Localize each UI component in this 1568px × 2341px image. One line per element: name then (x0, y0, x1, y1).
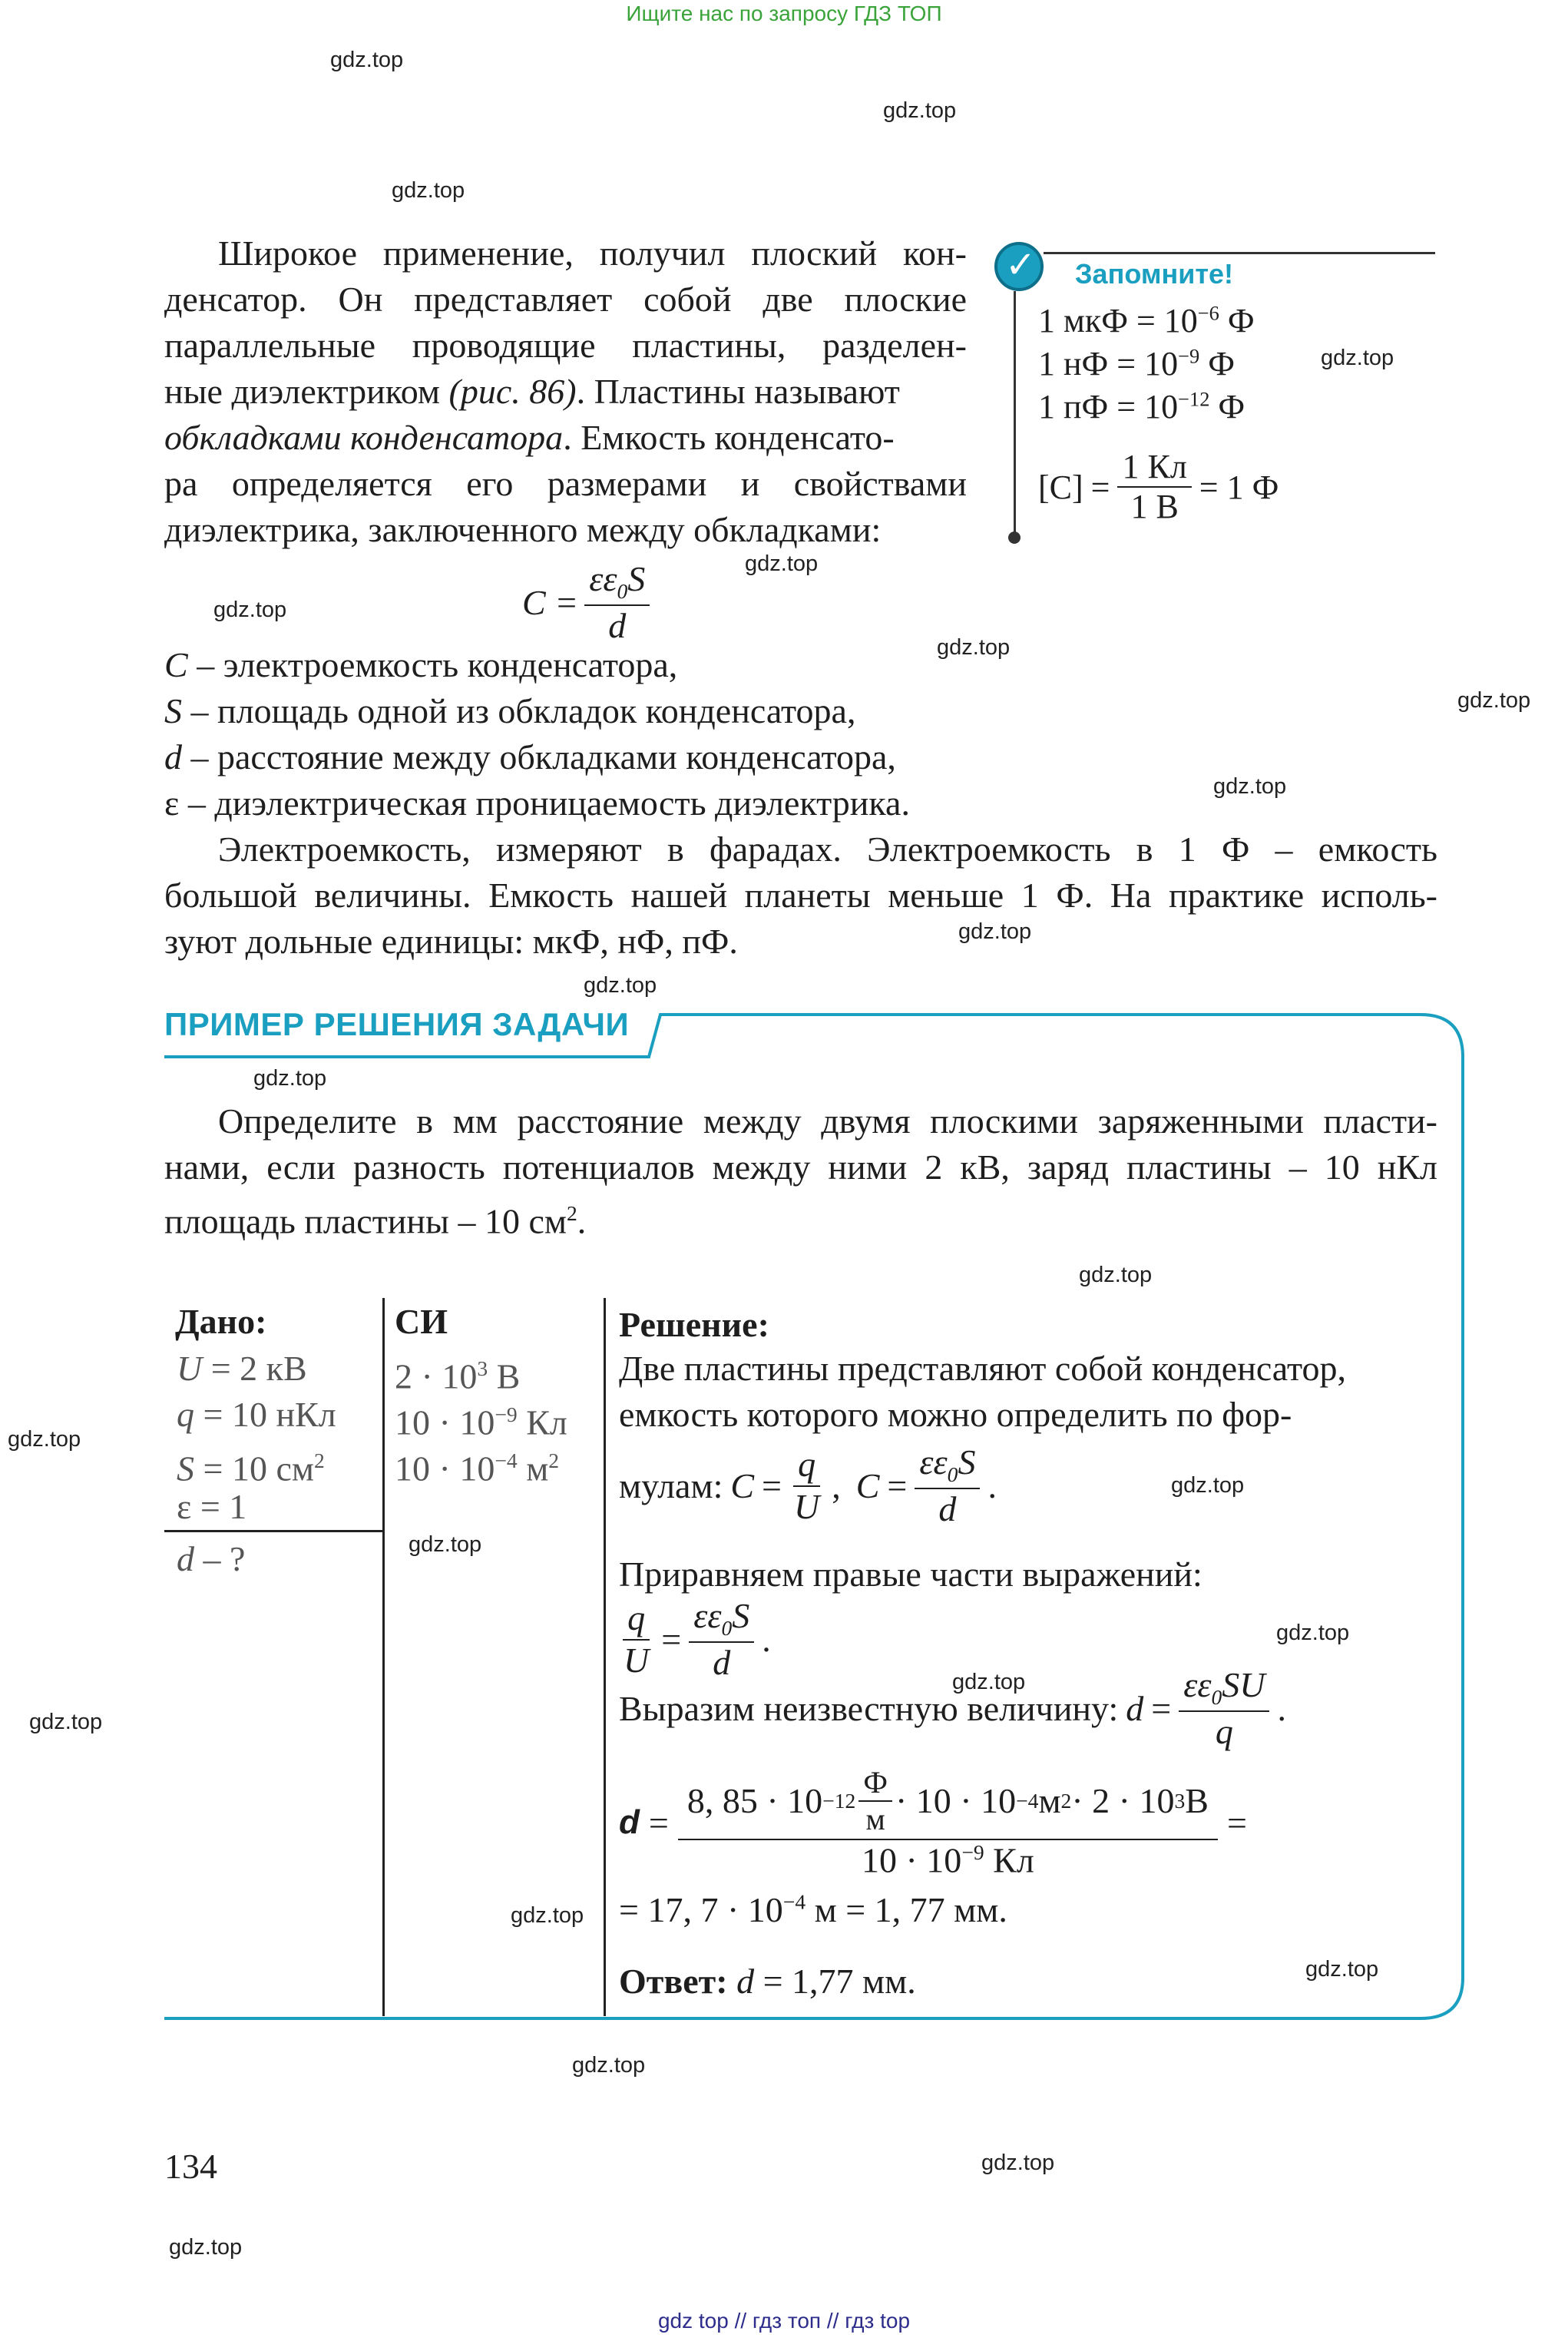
equated-formula: $\frac{q}{U}$ = $\frac{\varepsilon\varepsilon_0S}{d}$ . (624, 1596, 771, 1683)
calc-number: 8, 85 · 10 (686, 1780, 823, 1820)
figure-reference: (рис. 86) (448, 372, 577, 411)
calc-exponent: −12 (822, 1788, 856, 1813)
watermark: gdz.top (213, 598, 287, 622)
units-line: зуют дольные единицы: мкФ, нФ, пФ. (164, 922, 738, 961)
calc-exponent: 2 (1060, 1788, 1072, 1813)
remember-text: Ф (1209, 388, 1245, 425)
remember-text: Ф (1199, 345, 1235, 382)
si-unit: В (488, 1356, 521, 1396)
example-title: ПРИМЕР РЕШЕНИЯ ЗАДАЧИ (164, 1006, 630, 1042)
formula-subscript: 0 (617, 579, 628, 604)
si-item (395, 1438, 559, 1492)
watermark: gdz.top (1079, 1263, 1153, 1287)
legend-symbol: d (164, 737, 182, 776)
legend-symbol: ε (164, 783, 180, 823)
given-symbol: U (177, 1349, 203, 1388)
watermark: gdz.top (745, 551, 819, 576)
watermark: gdz.top (1171, 1473, 1245, 1498)
problem-line: нами, если разность потенциалов между ними 2 кВ, заряд пластины – 10 нКл (164, 1147, 1437, 1187)
answer-label: Ответ: (619, 1962, 728, 2001)
remember-text: 1 мкФ = 10 (1038, 302, 1198, 339)
problem-text: площадь пластины – 10 см (164, 1201, 567, 1241)
calc-number: · 2 · 10 (1071, 1780, 1175, 1820)
table-divider (382, 1298, 385, 2016)
si-exponent: −4 (495, 1449, 518, 1472)
checkmark-icon: ✓ (994, 242, 1044, 291)
given-value: = 1 (191, 1487, 247, 1526)
calc-exponent: −9 (961, 1840, 984, 1864)
top-banner: Ищите нас по запросу ГДЗ ТОП (626, 2, 942, 25)
remember-text: 1 пФ = 10 (1038, 388, 1179, 425)
watermark: gdz.top (883, 98, 957, 123)
calc-unit: Кл (984, 1840, 1034, 1880)
unit-denominator: 1 В (1130, 488, 1179, 526)
calc-exponent: −4 (1016, 1788, 1039, 1813)
given-exponent: 2 (313, 1449, 325, 1472)
given-value: = 2 кВ (202, 1349, 307, 1388)
problem-exponent: 2 (566, 1201, 577, 1225)
watermark: gdz.top (1305, 1957, 1379, 1982)
given-item (177, 1346, 307, 1392)
express-d-formula: Выразим неизвестную величину: d = $\frac{\varepsilon\varepsilon_0SU}{q}$ . (619, 1665, 1286, 1752)
table-divider (604, 1298, 606, 2016)
formula-lhs: C = (522, 583, 579, 623)
given-item (177, 1484, 246, 1530)
si-value: 10 · 10 (395, 1402, 495, 1442)
given-symbol: ε (177, 1487, 192, 1526)
watermark: gdz.top (1213, 774, 1287, 799)
watermark: gdz.top (937, 635, 1011, 660)
solution-text: Выразим неизвестную величину: (619, 1689, 1119, 1729)
problem-text: . (577, 1201, 587, 1241)
si-header: СИ (395, 1302, 448, 1341)
watermark: gdz.top (169, 2235, 243, 2260)
intro-line: ра определяется его размерами и свойствами (164, 464, 967, 503)
watermark: gdz.top (981, 2151, 1055, 2175)
formula-numerator-tail: S (627, 559, 646, 598)
legend-symbol: C (164, 645, 188, 684)
answer-value: = 1,77 мм. (754, 1962, 916, 2001)
watermark: gdz.top (8, 1427, 81, 1452)
solution-line: Две пластины представляют собой конденсатор, (619, 1349, 1347, 1388)
capacitance-formulas: мулам: C = $\frac{q}{U}$ , C = $\frac{\varepsilon\varepsilon_0S}{d}$ . (619, 1442, 997, 1529)
si-unit: м (517, 1449, 549, 1488)
result-line (619, 1889, 1007, 1930)
given-find-rule (164, 1530, 382, 1532)
unit-formula: [C] = $\frac{1 Кл}{1 В}$ = 1 Ф (1038, 448, 1279, 526)
watermark: gdz.top (253, 1066, 327, 1091)
si-exponent: 3 (477, 1356, 488, 1380)
bottom-banner: gdz top // гдз топ // гдз top (657, 2309, 911, 2333)
remember-text: Ф (1219, 302, 1255, 339)
given-symbol: q (177, 1395, 194, 1434)
result-number: = 17, 7 · 10 (619, 1890, 783, 1929)
unit-numerator: 1 Кл (1117, 449, 1191, 488)
formula-numerator: εε (589, 559, 617, 598)
calc-exponent: 3 (1174, 1788, 1186, 1813)
calc-unit-den: м (865, 1802, 885, 1836)
remember-title: Запомните! (1075, 258, 1233, 290)
given-header: Дано: (175, 1302, 267, 1341)
si-value: 2 · 10 (395, 1356, 478, 1396)
result-tail: м = 1, 77 мм. (806, 1890, 1007, 1929)
solution-line: емкость которого можно определить по фор- (619, 1395, 1292, 1434)
solution-header: Решение: (619, 1305, 769, 1344)
intro-line: параллельные проводящие пластины, разделен- (164, 326, 967, 365)
problem-line (164, 1190, 586, 1244)
page-number: 134 (164, 2147, 217, 2186)
watermark: gdz.top (952, 1670, 1026, 1694)
remember-exponent: −6 (1197, 301, 1219, 325)
calculation-formula: d = 8, 85 · 10 −12 $\frac{Ф}{м}$ · 10 · 10 −4 м 2 · 2 · 10 3 В $10 \cdot 10^{-9}$ Кл = (619, 1765, 1247, 1880)
calc-number: · 10 · 10 (895, 1780, 1017, 1820)
watermark: gdz.top (572, 2053, 646, 2078)
legend-text: – электроемкость конденсатора, (187, 645, 678, 684)
watermark: gdz.top (29, 1710, 103, 1734)
legend-text: – площадь одной из обкладок конденсатора, (182, 691, 856, 730)
legend-symbol: S (164, 691, 182, 730)
term-capacitor-plates: обкладками конденсатора (164, 418, 564, 457)
intro-line: денсатор. Он представляет собой две плоские (164, 280, 967, 319)
given-symbol: S (177, 1449, 194, 1488)
units-line: Электроемкость, измеряют в фарадах. Электроемкость в 1 Ф – емкость (218, 829, 1437, 869)
units-line: большой величины. Емкость нашей планеты меньше 1 Ф. На практике исполь- (164, 876, 1437, 915)
unit-lhs: [C] (1038, 468, 1083, 506)
given-value: = 10 нКл (194, 1395, 336, 1434)
calc-unit: м (1038, 1780, 1061, 1820)
watermark: gdz.top (409, 1532, 482, 1557)
remember-exponent: −12 (1178, 387, 1210, 411)
solution-text: мулам: (619, 1466, 723, 1506)
find-item (177, 1536, 245, 1582)
remember-text: 1 нФ = 10 (1038, 345, 1179, 382)
solution-line: Приравняем правые части выражений: (619, 1555, 1202, 1594)
intro-line: диэлектрика, заключенного между обкладками: (164, 510, 882, 549)
watermark: gdz.top (511, 1903, 584, 1928)
given-item (177, 1392, 336, 1438)
si-exponent: −9 (495, 1402, 518, 1426)
calc-number: 10 · 10 (861, 1840, 962, 1880)
intro-text: . Емкость конденсато- (563, 418, 895, 457)
remember-exponent: −9 (1178, 344, 1200, 368)
watermark: gdz.top (1276, 1621, 1350, 1645)
watermark: gdz.top (958, 919, 1032, 944)
legend-text: – диэлектрическая проницаемость диэлектрика. (179, 783, 910, 823)
calc-unit-num: Ф (858, 1767, 892, 1802)
watermark: gdz.top (584, 973, 657, 998)
watermark: gdz.top (1321, 346, 1394, 370)
watermark: gdz.top (392, 178, 465, 203)
calc-unit: В (1185, 1780, 1209, 1820)
legend-text: – расстояние между обкладками конденсатора, (182, 737, 896, 776)
intro-text: ные диэлектриком (164, 372, 441, 411)
si-value: 10 · 10 (395, 1449, 495, 1488)
watermark: gdz.top (1457, 688, 1531, 713)
answer-line: Ответ: d = 1,77 мм. (619, 1962, 916, 2001)
intro-line: Широкое применение, получил плоский кон- (218, 233, 967, 273)
watermark: gdz.top (330, 48, 404, 72)
given-value: = 10 см (194, 1449, 314, 1488)
result-exponent: −4 (782, 1889, 806, 1914)
problem-line: Определите в мм расстояние между двумя плоскими заряженными пласти- (218, 1101, 1437, 1141)
formula-denominator: d (608, 606, 627, 646)
intro-text: . Пластины называют (576, 372, 900, 411)
si-unit: Кл (517, 1402, 567, 1442)
si-exponent: 2 (548, 1449, 560, 1472)
unit-rhs: = 1 Ф (1199, 468, 1279, 506)
find-value: – ? (194, 1539, 246, 1578)
find-symbol: d (177, 1539, 194, 1578)
